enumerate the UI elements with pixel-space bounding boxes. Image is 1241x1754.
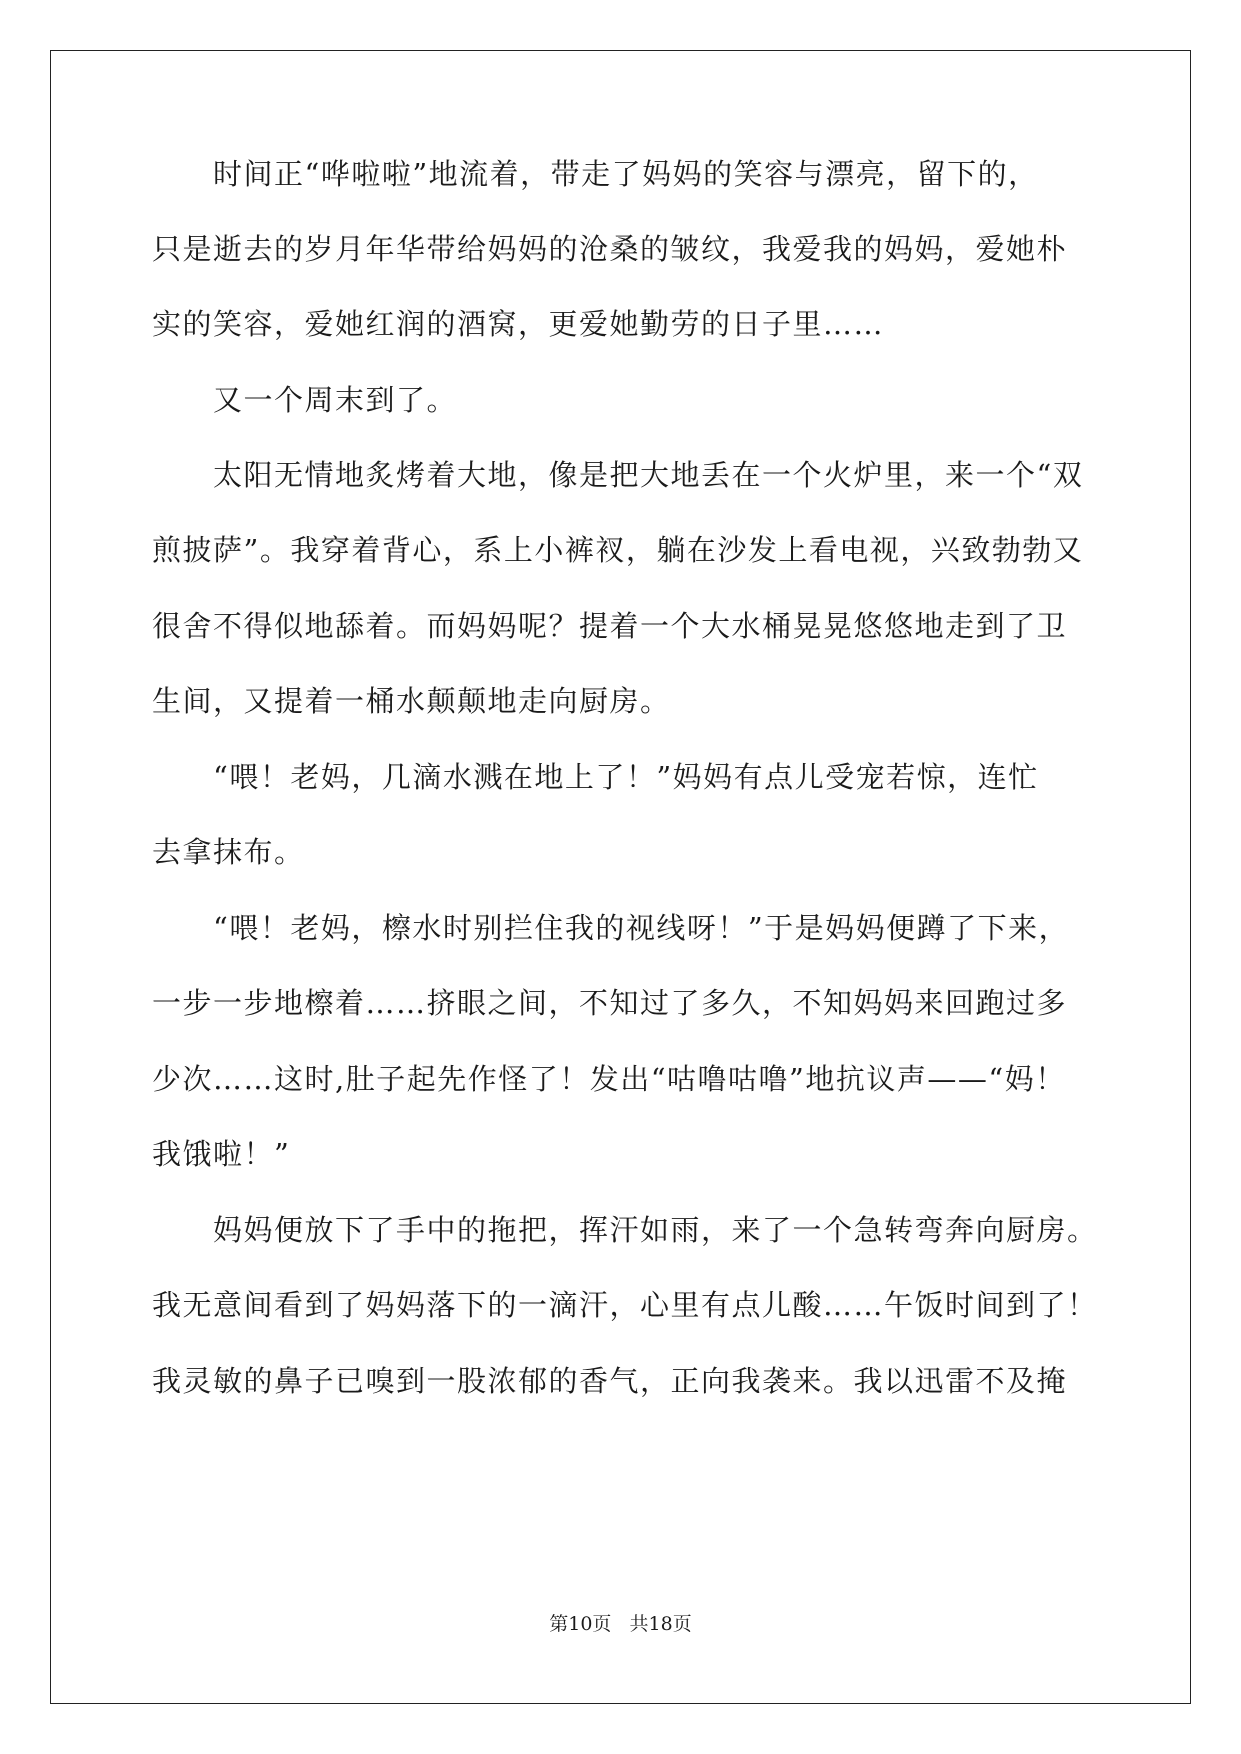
- text-line: 我灵敏的鼻子已嗅到一股浓郁的香气，正向我袭来。我以迅雷不及掩: [152, 1364, 1068, 1398]
- text-line: 只是逝去的岁月年华带给妈妈的沧桑的皱纹，我爱我的妈妈，爱她朴: [152, 232, 1068, 266]
- text-line: 又一个周末到了。: [213, 383, 458, 417]
- text-line: “喂！老妈，几滴水溅在地上了！”妈妈有点儿受宠若惊，连忙: [213, 760, 1039, 794]
- text-line: 实的笑容，爱她红润的酒窝，更爱她勤劳的日子里……: [152, 307, 885, 341]
- text-line: 太阳无情地炙烤着大地，像是把大地丢在一个火炉里，来一个“双: [213, 458, 1084, 492]
- text-line: 很舍不得似地舔着。而妈妈呢？提着一个大水桶晃晃悠悠地走到了卫: [152, 609, 1068, 643]
- text-line: 时间正“哗啦啦”地流着，带走了妈妈的笑容与漂亮，留下的，: [213, 157, 1039, 191]
- text-line: 我饿啦！”: [152, 1137, 291, 1171]
- text-line: 少次……这时,肚子起先作怪了！发出“咕噜咕噜”地抗议声——“妈！: [152, 1062, 1066, 1096]
- text-line: “喂！老妈，檫水时别拦住我的视线呀！”于是妈妈便蹲了下来，: [213, 911, 1070, 945]
- text-line: 煎披萨”。我穿着背心，系上小裤衩，躺在沙发上看电视，兴致勃勃又: [152, 533, 1084, 567]
- page-number-footer: 第10页 共18页: [549, 1613, 692, 1635]
- page-border: [50, 50, 1191, 1704]
- text-line: 一步一步地檫着……挤眼之间，不知过了多久，不知妈妈来回跑过多: [152, 986, 1068, 1020]
- text-line: 去拿抹布。: [152, 835, 305, 869]
- text-line: 我无意间看到了妈妈落下的一滴汗，心里有点儿酸……午饭时间到了！: [152, 1288, 1098, 1322]
- text-line: 生间，又提着一桶水颠颠地走向厨房。: [152, 684, 671, 718]
- text-line: 妈妈便放下了手中的拖把，挥汗如雨，来了一个急转弯奔向厨房。: [213, 1213, 1098, 1247]
